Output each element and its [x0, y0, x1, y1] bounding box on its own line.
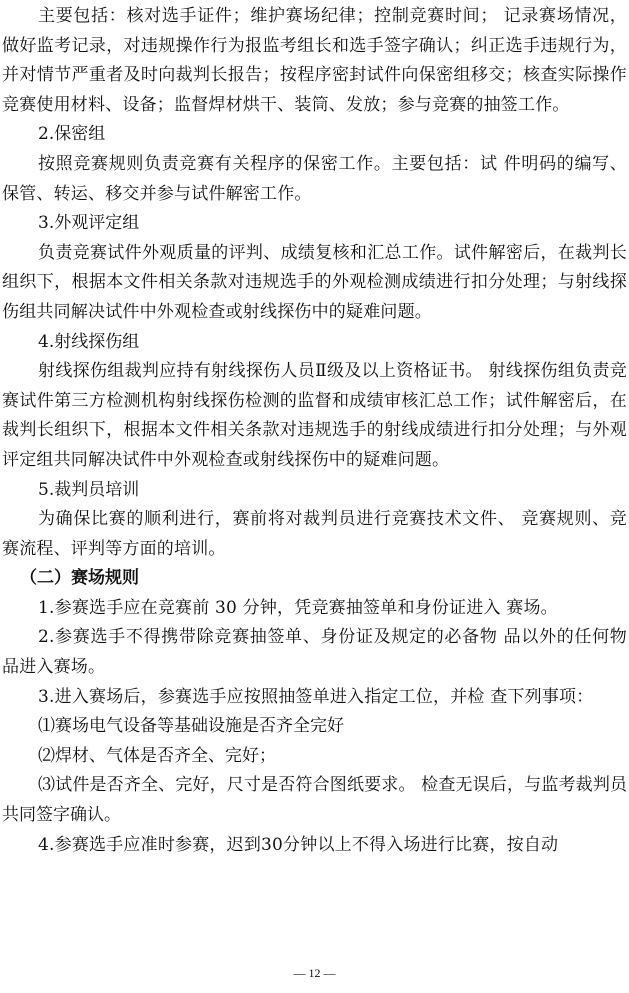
- check-item-3: ⑶试件是否齐全、完好，尺寸是否符合图纸要求。 检查无误后，与监考裁判员共同签字确认。: [2, 775, 627, 826]
- section-heading-venue-rules: （二）赛场规则: [20, 568, 139, 589]
- rule-3: 3.进入赛场后，参赛选手应按照抽签单进入指定工位，并检 查下列事项：: [38, 686, 594, 707]
- rule-2: 2.参赛选手不得携带除竞赛抽签单、身份证及规定的必备物 品以外的任何物品进入赛场。: [2, 627, 627, 678]
- check-item-2: ⑵焊材、气体是否齐全、完好；: [38, 745, 276, 766]
- paragraph-security-group: 按照竞赛规则负责竞赛有关程序的保密工作。主要包括：试 件明码的编写、保管、转运、移交并参与试件解密工作。: [2, 153, 627, 204]
- paragraph-radiographic-group: 射线探伤组裁判应持有射线探伤人员Ⅱ级及以上资格证书。 射线探伤组负责竞赛试件第三方检测机构射线探伤检测的监督和成绩审核汇总工作；试件解密后，在裁判长组织下，根据本文件相关条款对违规选手的射线成绩进行扣分处理；与外观评定组共同解决试件中外观检查或射线探伤中的疑难问题。: [2, 361, 627, 470]
- heading-visual-inspection-group: 3.外观评定组: [38, 213, 140, 234]
- heading-security-group: 2.保密组: [38, 124, 106, 145]
- rule-4: 4.参赛选手应准时参赛，迟到30分钟以上不得入场进行比赛，按自动: [38, 834, 559, 855]
- page-number: — 12 —: [293, 966, 336, 980]
- paragraph-visual-inspection-group: 负责竞赛试件外观质量的评判、成绩复核和汇总工作。试件解密后，在裁判长组织下，根据本文件相关条款对违规选手的外观检测成绩进行扣分处理；与射线探伤组共同解决试件中外观检查或射线探伤中的疑难问题。: [2, 242, 627, 322]
- heading-radiographic-group: 4.射线探伤组: [38, 331, 140, 352]
- check-item-1: ⑴赛场电气设备等基础设施是否齐全完好: [38, 716, 344, 737]
- rule-1: 1.参赛选手应在竞赛前 30 分钟，凭竞赛抽签单和身份证进入 赛场。: [38, 597, 558, 618]
- paragraph-duties: 主要包括：核对选手证件；维护赛场纪律；控制竞赛时间； 记录赛场情况，做好监考记录，对违规操作行为报监考组长和选手签字确认；纠正选手违规行为，并对情节严重者及时向裁判长报告；按程序密封试件向保密组移交；核查实际操作竞赛使用材料、设备；监督焊材烘干、装筒、发放；参与竞赛的抽签工作。: [2, 6, 627, 115]
- heading-referee-training: 5.裁判员培训: [38, 479, 140, 500]
- document-body: [2, 2, 627, 860]
- paragraph-referee-training: 为确保比赛的顺利进行，赛前将对裁判员进行竞赛技术文件、 竞赛规则、竞赛流程、评判等方面的培训。: [2, 509, 627, 559]
